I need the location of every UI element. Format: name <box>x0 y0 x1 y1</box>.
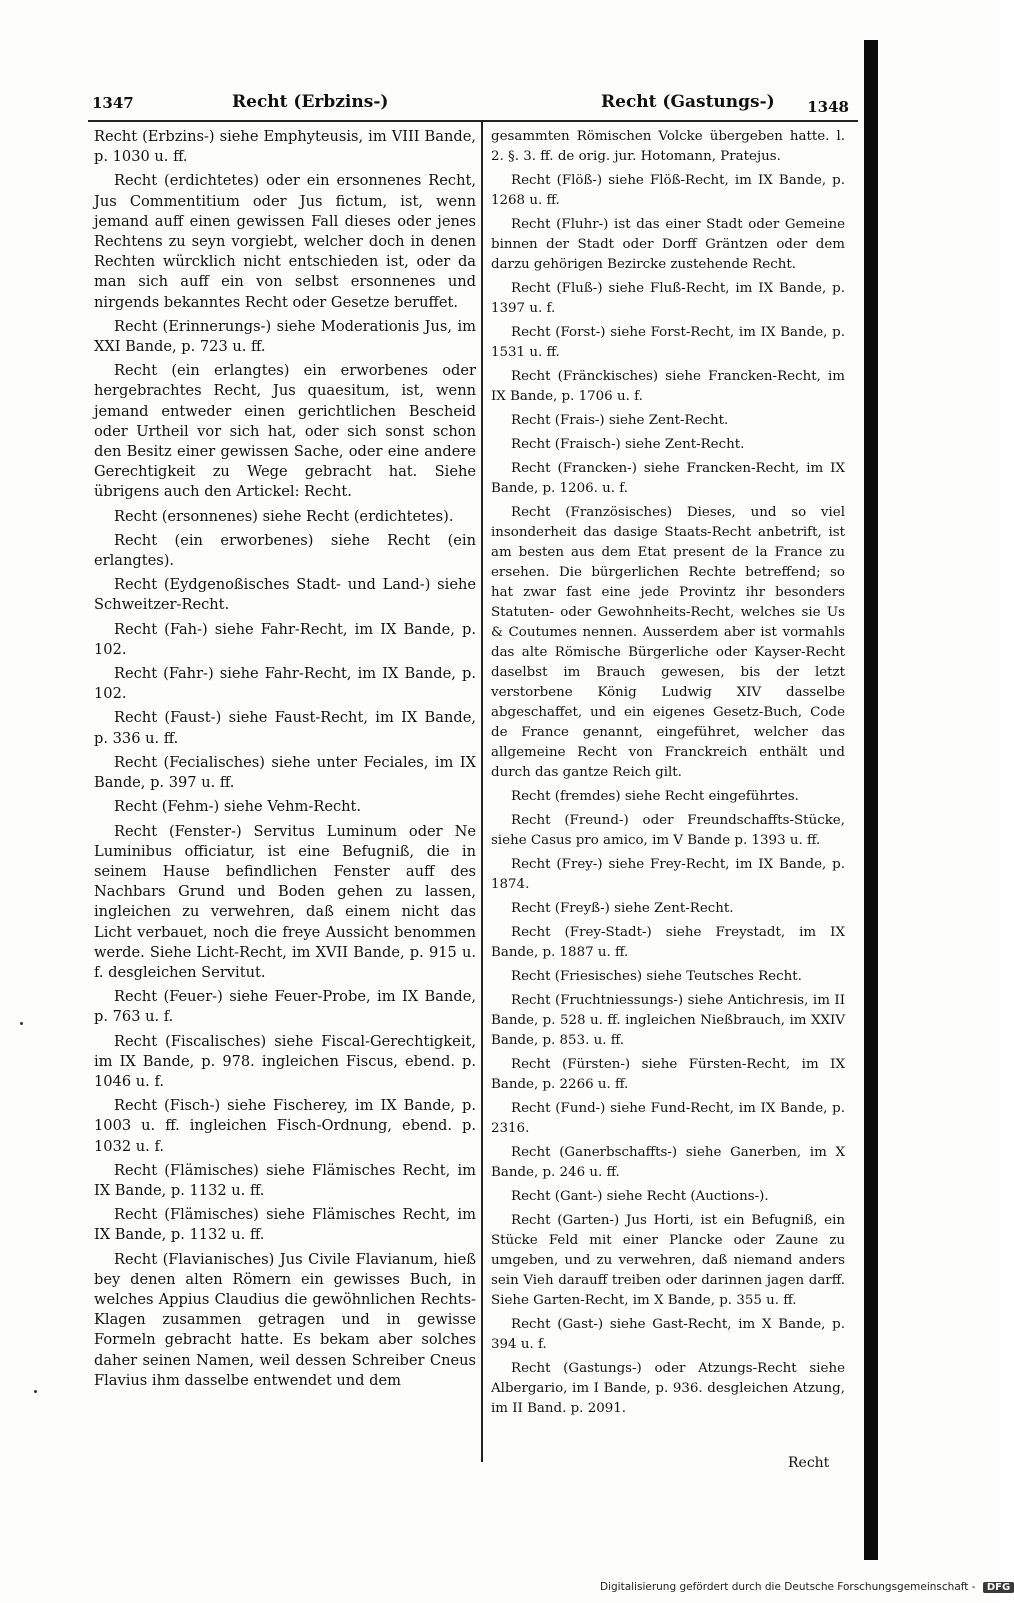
scan-speck <box>20 1022 23 1025</box>
dictionary-entry: Recht (Gastungs-) oder Atzungs-Recht siehe Albergario, im I Bande, p. 936. desgleichen Atzung, im II Band. p. 2091. <box>491 1361 845 1416</box>
dictionary-entry: Recht (fremdes) siehe Recht eingeführtes. <box>511 789 799 804</box>
dictionary-entry: Recht (Fürsten-) siehe Fürsten-Recht, im IX Bande, p. 2266 u. ff. <box>491 1057 845 1092</box>
scan-speck <box>34 1390 37 1393</box>
dictionary-entry: Recht (Eydgenoßisches Stadt- und Land-) siehe Schweitzer-Recht. <box>94 576 476 614</box>
dictionary-entry: Recht (ein erworbenes) siehe Recht (ein erlangtes). <box>94 531 476 570</box>
dictionary-entry: Recht (Erbzins-) siehe Emphyteusis, im VIII Bande, p. 1030 u. ff. <box>94 128 476 166</box>
footer-text: Digitalisierung gefördert durch die Deutsche Forschungsgemeinschaft - <box>600 1581 976 1593</box>
dictionary-entry: Recht (Garten-) Jus Horti, ist ein Befugniß, ein Stücke Feld mit einer Plancke oder Zaune zu umgeben, und zu verwehren, daß niemand anders sein Vieh darauff treiben oder darinnen jagen darff. Siehe Garten-Recht, im X Bande, p. 355 u. ff. <box>491 1213 845 1308</box>
dictionary-entry: Recht (Fraisch-) siehe Zent-Recht. <box>511 437 745 452</box>
dictionary-entry: Recht (Frey-Stadt-) siehe Freystadt, im IX Bande, p. 1887 u. ff. <box>491 925 845 960</box>
right-running-title: Recht (Gastungs-) <box>601 92 775 112</box>
left-column <box>94 127 476 1467</box>
dictionary-entry: Recht (Fecialisches) siehe unter Feciales, im IX Bande, p. 397 u. ff. <box>94 753 476 792</box>
left-page-header <box>92 92 476 118</box>
dictionary-entry: Recht (Flämisches) siehe Flämisches Recht, im IX Bande, p. 1132 u. ff. <box>94 1206 476 1244</box>
dictionary-entry: Recht (Freund-) oder Freundschaffts-Stücke, siehe Casus pro amico, im V Bande p. 1393 u. ff. <box>491 813 845 848</box>
dictionary-entry: Recht (Gast-) siehe Gast-Recht, im X Bande, p. 394 u. f. <box>491 1317 845 1352</box>
dictionary-entry: Recht (Forst-) siehe Forst-Recht, im IX Bande, p. 1531 u. ff. <box>491 325 845 360</box>
catchword: Recht <box>788 1455 830 1471</box>
dictionary-entry: Recht (Flöß-) siehe Flöß-Recht, im IX Bande, p. 1268 u. ff. <box>491 173 845 208</box>
dictionary-entry: Recht (Fluß-) siehe Fluß-Recht, im IX Bande, p. 1397 u. f. <box>491 281 845 316</box>
right-page-header <box>491 92 849 118</box>
dictionary-entry: Recht (Friesisches) siehe Teutsches Recht. <box>511 969 802 984</box>
dfg-logo: DFG <box>983 1582 1014 1593</box>
dictionary-entry: gesammten Römischen Volcke übergeben hatte. l. 2. §. 3. ff. de orig. jur. Hotomann, Pratejus. <box>491 129 845 164</box>
dictionary-entry: Recht (Frey-) siehe Frey-Recht, im IX Bande, p. 1874. <box>491 857 845 892</box>
right-page-number: 1348 <box>807 98 849 116</box>
dictionary-entry: Recht (Fehm-) siehe Vehm-Recht. <box>114 798 362 816</box>
dictionary-entry: Recht (ein erlangtes) ein erworbenes oder hergebrachtes Recht, Jus quaesitum, ist, wenn jemand entweder einen gerichtlichen Bescheid oder Urtheil vor sich hat, oder sich sonst schon den Besitz einer gewissen Sache, oder eine andere Gerechtigkeit zu Wege gebracht hat. Siehe übrigens auch den Artickel: Recht. <box>94 362 476 501</box>
dictionary-entry: Recht (Gant-) siehe Recht (Auctions-). <box>511 1189 769 1204</box>
dictionary-entry: Recht (Erinnerungs-) siehe Moderationis Jus, im XXI Bande, p. 723 u. ff. <box>94 317 476 356</box>
dictionary-entry: Recht (Fisch-) siehe Fischerey, im IX Bande, p. 1003 u. ff. ingleichen Fisch-Ordnung, ebend. p. 1032 u. f. <box>94 1097 476 1155</box>
header-rule <box>88 120 858 122</box>
dictionary-entry: Recht (Feuer-) siehe Feuer-Probe, im IX Bande, p. 763 u. f. <box>94 988 476 1026</box>
dictionary-entry: Recht (Fenster-) Servitus Luminum oder Ne Luminibus officiatur, ist eine Befugniß, die in seinem Hause befindlichen Fenster auff des Nachbars Grund und Boden gehen zu lassen, ingleichen zu verwehren, daß einem nicht das Licht verbauet, noch die freye Aussicht benommen werde. Siehe Licht-Recht, im XVII Bande, p. 915 u. f. desgleichen Servitut. <box>94 822 476 981</box>
dictionary-entry: Recht (Francken-) siehe Francken-Recht, im IX Bande, p. 1206. u. f. <box>491 461 845 496</box>
dictionary-entry: Recht (ersonnenes) siehe Recht (erdichtetes). <box>114 507 454 525</box>
right-column <box>491 127 845 1467</box>
dictionary-entry: Recht (Faust-) siehe Faust-Recht, im IX Bande, p. 336 u. ff. <box>94 709 476 747</box>
dictionary-entry: Recht (Fiscalisches) siehe Fiscal-Gerechtigkeit, im IX Bande, p. 978. ingleichen Fiscus, ebend. p. 1046 u. f. <box>94 1032 476 1090</box>
dictionary-entry: Recht (Fund-) siehe Fund-Recht, im IX Bande, p. 2316. <box>491 1101 845 1136</box>
dictionary-entry: Recht (Flavianisches) Jus Civile Flavianum, hieß bey denen alten Römern ein gewisses Buch, in welches Appius Claudius die gewöhnlichen Rechts-Klagen zusammen getragen und in gewisse Formeln gebracht hatte. Es bekam aber solches daher seinen Namen, weil dessen Schreiber Cneus Flavius ihm dasselbe entwendet und dem <box>94 1250 476 1389</box>
digitization-footer <box>600 1581 1011 1599</box>
dictionary-entry: Recht (Fruchtniessungs-) siehe Antichresis, im II Bande, p. 528 u. ff. ingleichen Nießbrauch, im XXIV Bande, p. 853. u. ff. <box>491 993 845 1048</box>
dictionary-entry: Recht (Fluhr-) ist das einer Stadt oder Gemeine binnen der Stadt oder Dorff Gräntzen oder dem darzu gehörigen Bezircke zustehende Recht. <box>491 217 845 272</box>
dictionary-entry: Recht (erdichtetes) oder ein ersonnenes Recht, Jus Commentitium oder Jus fictum, ist, wenn jemand auff einen gewissen Fall dieses oder jenes Rechtens zu seyn vorgiebt, welcher doch in denen Rechten würcklich nicht entschieden ist, oder da man sich auff ein von selbst ersonnenes und nirgends bekanntes Recht oder Gesetze beruffet. <box>94 172 476 311</box>
dictionary-entry: Recht (Fränckisches) siehe Francken-Recht, im IX Bande, p. 1706 u. f. <box>491 369 845 404</box>
dictionary-entry: Recht (Freyß-) siehe Zent-Recht. <box>511 901 734 916</box>
dictionary-entry: Recht (Flämisches) siehe Flämisches Recht, im IX Bande, p. 1132 u. ff. <box>94 1161 476 1199</box>
dictionary-entry: Recht (Fahr-) siehe Fahr-Recht, im IX Bande, p. 102. <box>94 665 476 703</box>
dictionary-entry: Recht (Französisches) Dieses, und so viel insonderheit das dasige Staats-Recht anbetrift, ist am besten aus dem Etat present de la France zu ersehen. Die bürgerlichen Rechte betreffend; so hat zwar fast eine jede Provintz ihr besonders Statuten- oder Gewohnheits-Recht, welches sie Us & Coutumes nennen. Ausserdem aber ist vormahls das alte Römische Bürgerliche oder Kayser-Recht daselbst im Brauch gewesen, bis der letzt verstorbene König Ludwig XIV dasselbe abgeschaffet, und ein eigenes Gesetz-Buch, Code de France genannt, eingeführet, welcher das allgemeine Recht von Franckreich enthält und durch das gantze Reich gilt. <box>491 505 845 780</box>
scan-edge-bar <box>864 40 878 1560</box>
left-page-number: 1347 <box>92 94 134 112</box>
column-divider <box>481 122 483 1462</box>
left-running-title: Recht (Erbzins-) <box>232 92 389 112</box>
dictionary-entry: Recht (Fah-) siehe Fahr-Recht, im IX Bande, p. 102. <box>94 620 476 658</box>
dictionary-entry: Recht (Ganerbschaffts-) siehe Ganerben, im X Bande, p. 246 u. ff. <box>491 1145 845 1180</box>
dictionary-entry: Recht (Frais-) siehe Zent-Recht. <box>511 413 729 428</box>
